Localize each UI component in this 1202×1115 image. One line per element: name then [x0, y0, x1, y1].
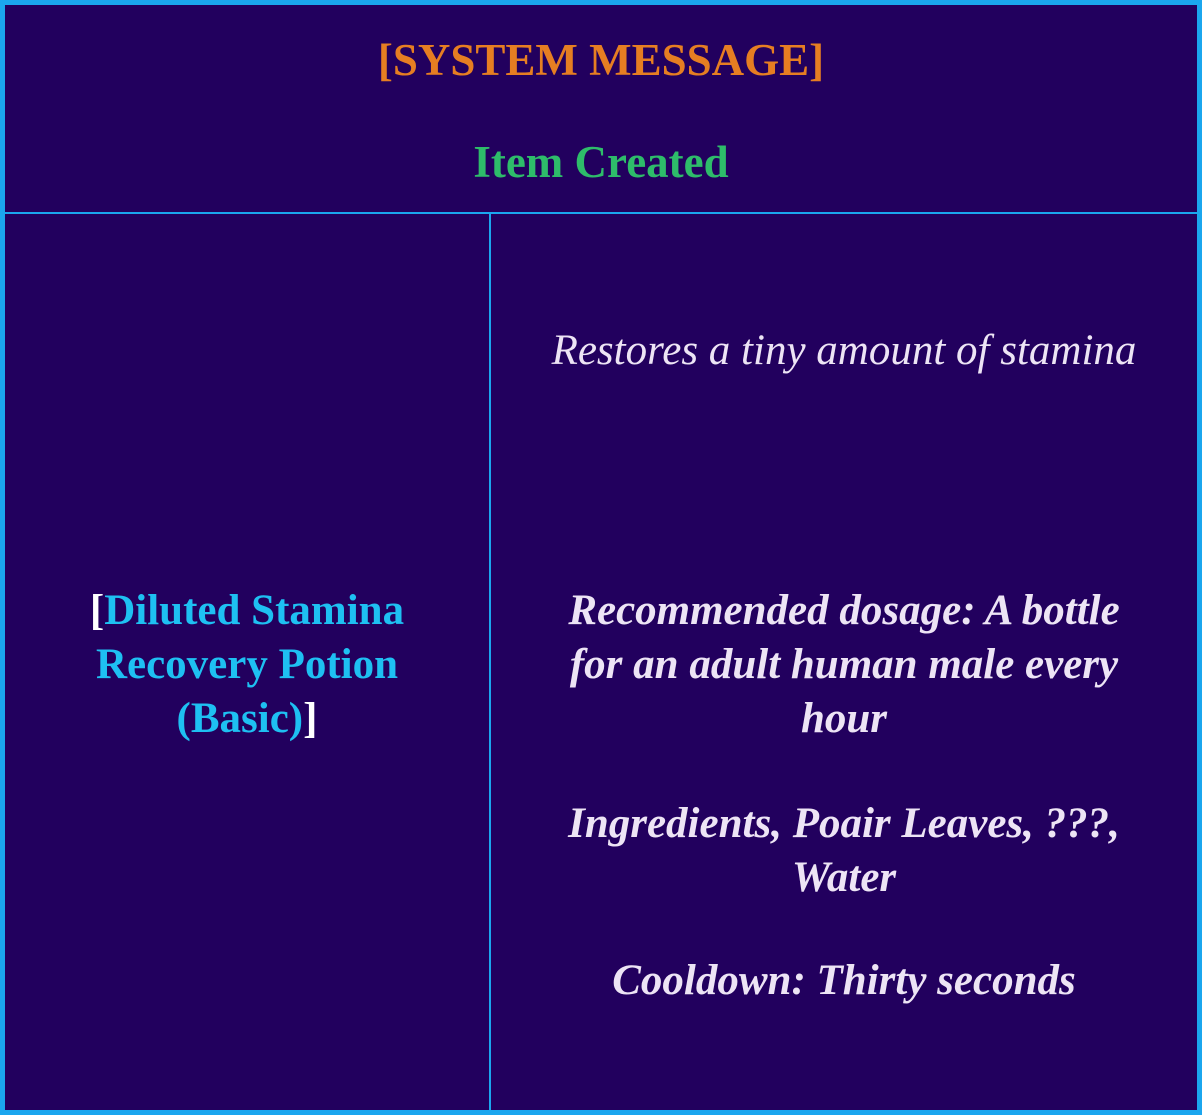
message-header [5, 5, 1197, 214]
item-cooldown: Cooldown: Thirty seconds [612, 957, 1076, 1004]
item-description-cell [491, 214, 1197, 1110]
item-ingredients: Ingredients, Poair Leaves, ???, Water [568, 800, 1120, 901]
bracket-open: [ [89, 587, 105, 634]
bracket-close: ] [303, 695, 318, 742]
system-message-title: [SYSTEM MESSAGE] [377, 35, 825, 85]
item-dosage: Recommended dosage: A bottle for an adult human male every hour [568, 587, 1120, 742]
item-created-subtitle: Item Created [473, 137, 729, 187]
item-description: Restores a tiny amount of stamina [551, 327, 1137, 374]
item-name [35, 584, 459, 746]
item-details-row [5, 214, 1197, 1110]
item-name-text: Diluted Stamina Recovery Potion (Basic) [95, 587, 405, 742]
item-name-cell [5, 214, 491, 1110]
